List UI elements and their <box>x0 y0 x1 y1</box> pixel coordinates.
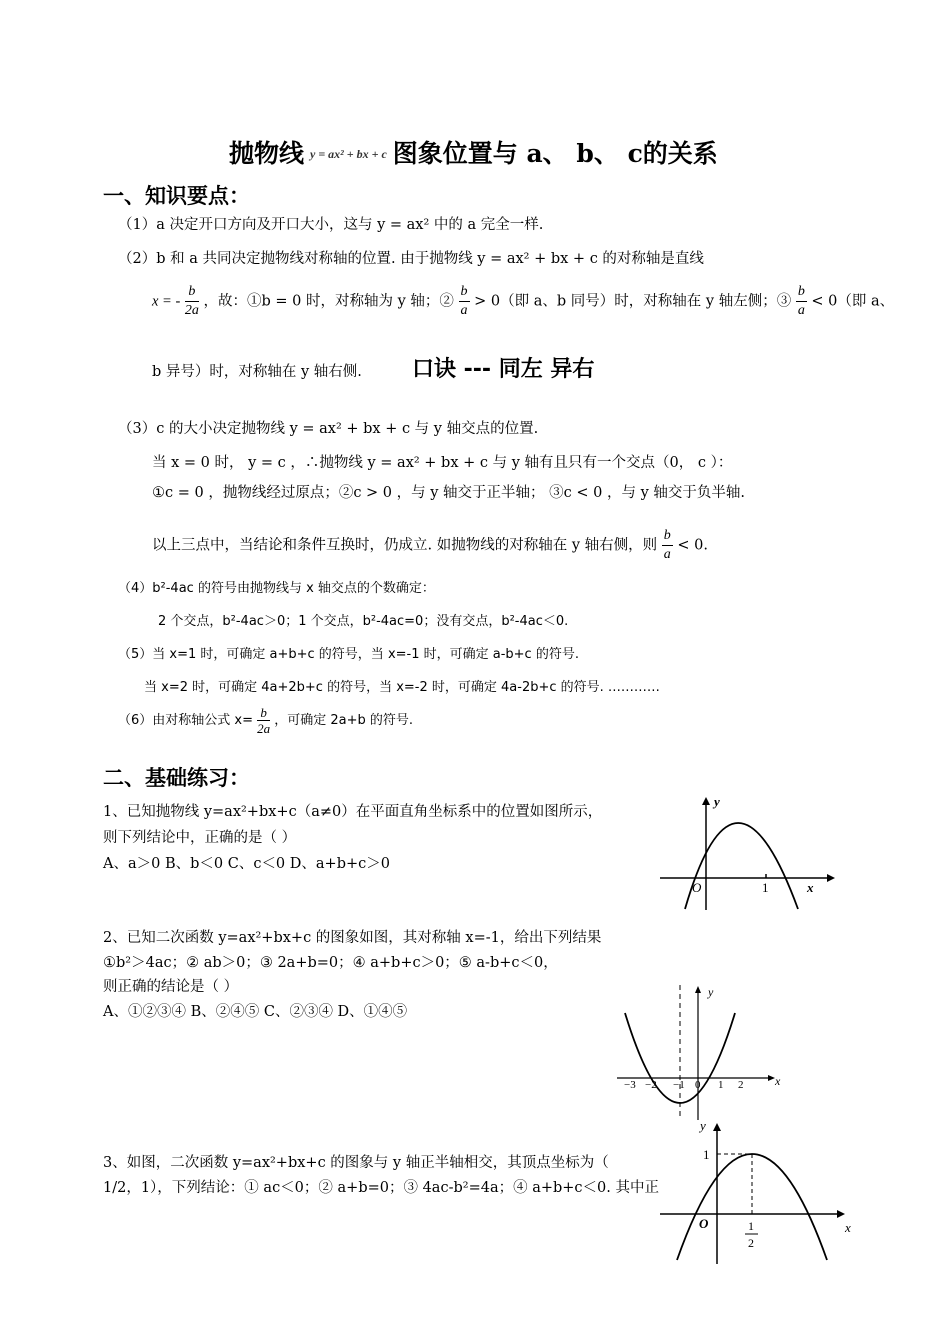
para-3 <box>152 283 894 320</box>
frac-num: b <box>185 283 199 302</box>
tick-label: 0 <box>695 1079 701 1091</box>
title-formula: y = ax² + bx + c <box>310 147 387 161</box>
tick-label: 2 <box>738 1079 744 1091</box>
para-7: ①c = 0 ，抛物线经过原点；②c > 0 ，与 y 轴交于正半轴； ③c < 0 ，与 y 轴交于负半轴. <box>152 485 746 501</box>
title-prefix: 抛物线 <box>229 139 305 168</box>
para-13-a: （6）由对称轴公式 x= <box>118 713 253 728</box>
graph-q2 <box>612 980 792 1125</box>
half-den: 2 <box>748 1236 754 1250</box>
frac-num: b <box>662 527 673 546</box>
para-10: 2 个交点，b²-4ac＞0；1 个交点，b²-4ac=0；没有交点，b²-4ac＜0. <box>158 614 569 629</box>
y-label: y <box>708 985 714 999</box>
para-13-b: ，可确定 2a+b 的符号. <box>274 713 414 728</box>
frac-den: a <box>797 303 805 318</box>
q3-line2: 1/2，1），下列结论：① ac＜0；② a+b=0；③ 4ac-b²=4a；④ a+b+c＜0. 其中正 <box>103 1180 659 1196</box>
graph-q3 <box>655 1114 865 1264</box>
origin-label: O <box>699 1216 709 1231</box>
q2-line2: ①b²＞4ac；② ab＞0；③ 2a+b=0；④ a+b+c＞0；⑤ a-b+c＜0， <box>103 955 558 971</box>
para-3-c: > 0（即 a、b 同号）时，对称轴在 y 轴左侧；③ <box>474 293 792 310</box>
para-4: b 异号）时，对称轴在 y 轴右侧. <box>152 364 362 380</box>
para-1: （1）a 决定开口方向及开口大小，这与 y = ax² 中的 a 完全一样. <box>118 217 544 233</box>
x-label: x <box>775 1074 781 1088</box>
para-3-d: < 0（即 a、 <box>811 293 895 310</box>
x-arrow-icon <box>837 1210 845 1218</box>
tick-label: −1 <box>673 1079 685 1091</box>
para-12: 当 x=2 时，可确定 4a+2b+c 的符号，当 x=-2 时，可确定 4a-2b+c 的符号. ………… <box>144 680 660 695</box>
x-label: x <box>807 880 814 895</box>
mnemonic: 口诀 --- 同左 异右 <box>412 357 595 382</box>
para-8-text: 以上三点中，当结论和条件互换时，仍成立. 如抛物线的对称轴在 y 轴右侧，则 <box>152 537 658 554</box>
fraction-b-a-3 <box>662 527 673 564</box>
section2-heading: 二、基础练习： <box>103 766 250 790</box>
title-suffix: 图象位置与 a、 b、 c的关系 <box>392 139 718 168</box>
para-8-end: < 0. <box>677 537 708 554</box>
q2-line3: 则正确的结论是（ ） <box>103 979 239 995</box>
fraction-b-a-2 <box>796 283 807 320</box>
para-2: （2）b 和 a 共同决定抛物线对称轴的位置. 由于抛物线 y = ax² + bx + c 的对称轴是直线 <box>118 251 704 267</box>
graph-q1 <box>655 792 845 912</box>
y-arrow-icon <box>702 797 710 805</box>
q3-line1: 3、如图，二次函数 y=ax²+bx+c 的图象与 y 轴正半轴相交，其顶点坐标为（ <box>103 1155 609 1171</box>
q2-options: A、①②③④ B、②④⑤ C、②③④ D、①④⑤ <box>103 1004 408 1020</box>
frac-num: b <box>796 283 807 302</box>
tick-label-1: 1 <box>703 1147 710 1162</box>
y-arrow-icon <box>695 986 701 993</box>
parabola <box>685 823 798 909</box>
para-5: （3）c 的大小决定抛物线 y = ax² + bx + c 与 y 轴交点的位置. <box>118 421 539 437</box>
para-8 <box>152 527 708 564</box>
para-9: （4）b²-4ac 的符号由抛物线与 x 轴交点的个数确定： <box>118 581 435 596</box>
x-arrow-icon <box>827 874 835 882</box>
fraction-neg-b-2a <box>257 705 270 736</box>
tick-label: −3 <box>624 1079 636 1091</box>
tick-label: 1 <box>718 1079 724 1091</box>
tick-label: −2 <box>645 1079 657 1091</box>
fraction-b-2a <box>185 283 199 320</box>
fraction-b-a <box>459 283 470 320</box>
frac-den: a <box>663 547 671 562</box>
x-arrow-icon <box>768 1075 775 1081</box>
tick-label-1: 1 <box>762 880 769 895</box>
y-arrow-icon <box>713 1123 721 1131</box>
frac-num: b <box>459 283 470 302</box>
frac-den: 2a <box>257 721 271 736</box>
para-3-b: ，故：①b = 0 时，对称轴为 y 轴；② <box>203 293 454 310</box>
tick-labels <box>624 1079 744 1091</box>
para-11: （5）当 x=1 时，可确定 a+b+c 的符号，当 x=-1 时，可确定 a-b+c 的符号. <box>118 647 579 662</box>
para-3-x: x = - <box>152 293 181 310</box>
origin-label: O <box>692 880 702 895</box>
para-13 <box>118 705 413 736</box>
q2-line1: 2、已知二次函数 y=ax²+bx+c 的图象如图，其对称轴 x=-1，给出下列结果 <box>103 930 602 946</box>
y-label: y <box>714 794 720 809</box>
half-num: 1 <box>748 1219 754 1233</box>
q1-line2: 则下列结论中，正确的是（ ） <box>103 830 297 846</box>
q1-options: A、a＞0 B、b＜0 C、c＜0 D、a+b+c＞0 <box>103 856 390 872</box>
frac-den: 2a <box>184 303 199 318</box>
x-label: x <box>845 1220 851 1235</box>
frac-den: a <box>460 303 468 318</box>
para-6: 当 x = 0 时， y = c ，∴抛物线 y = ax² + bx + c 与 y 轴有且只有一个交点（0， c ）： <box>152 455 733 471</box>
page-title <box>229 134 718 170</box>
y-label: y <box>700 1118 706 1133</box>
q1-line1: 1、已知抛物线 y=ax²+bx+c（a≠0）在平面直角坐标系中的位置如图所示， <box>103 804 603 820</box>
frac-num: b <box>257 705 270 721</box>
section1-heading: 一、知识要点： <box>103 184 250 208</box>
